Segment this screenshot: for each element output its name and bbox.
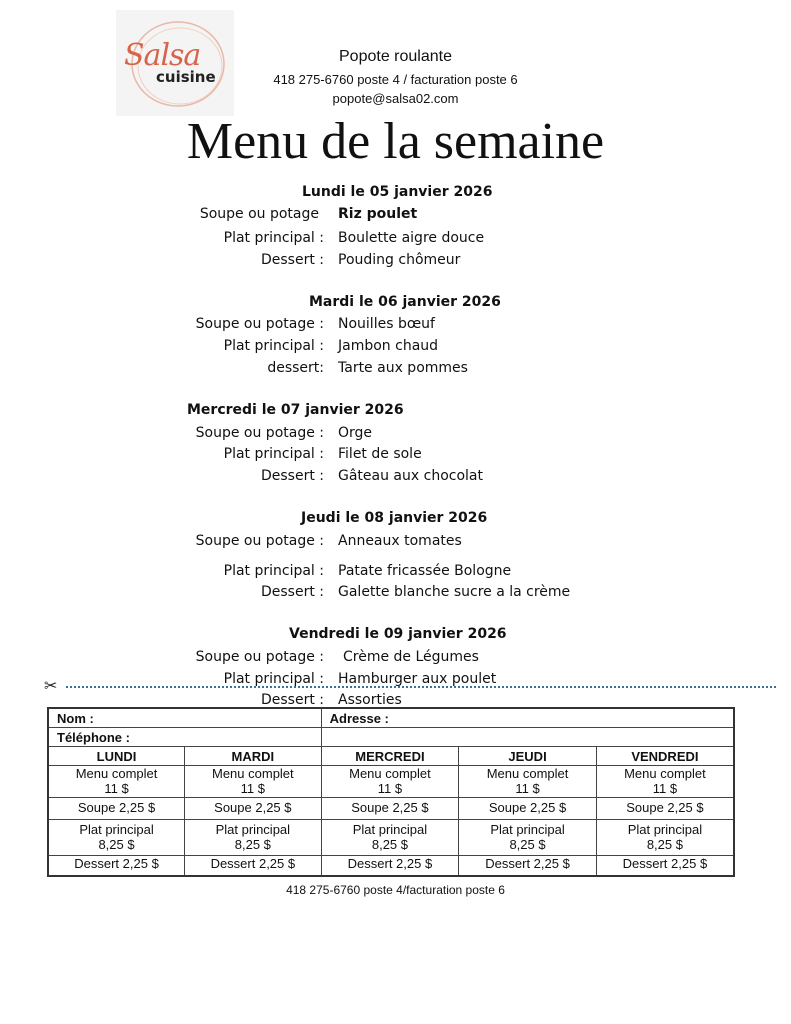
main-value: Filet de sole [338, 446, 422, 462]
soup-label: Soupe ou potage : [195, 316, 324, 332]
main-value: Boulette aigre douce [338, 230, 485, 246]
column-header-jeudi: JEUDI [459, 747, 597, 766]
menu-complet-price: 11 $ [240, 781, 265, 796]
soupe-jeudi[interactable]: Soupe 2,25 $ [459, 798, 597, 820]
menu-complet-price: 11 $ [652, 781, 678, 796]
header-phone: 418 275-6760 poste 4 / facturation poste 6 [273, 72, 518, 87]
soupe-lundi[interactable]: Soupe 2,25 $ [48, 798, 185, 820]
soupe-mardi[interactable]: Soupe 2,25 $ [185, 798, 322, 820]
menu-complet-price: 11 $ [515, 781, 540, 796]
organization-name: Popote roulante [339, 48, 452, 65]
main-label: Plat principal : [223, 338, 324, 354]
main-label: Plat principal : [223, 563, 324, 579]
plat-principal-price: 8,25 $ [371, 837, 409, 852]
plat-principal-mardi[interactable] [185, 820, 322, 856]
dessert-value: Gâteau aux chocolat [338, 468, 483, 484]
logo-cuisine-text: cuisine [156, 68, 216, 86]
plat-principal-label: Plat principal [627, 822, 703, 837]
dessert-value: Pouding chômeur [338, 252, 461, 268]
plat-principal-price: 8,25 $ [646, 837, 683, 852]
dessert-label: Dessert : [260, 468, 324, 484]
column-header-mardi: MARDI [185, 747, 322, 766]
cut-line [66, 686, 776, 688]
soupe-mercredi[interactable]: Soupe 2,25 $ [321, 798, 459, 820]
plat-principal-label: Plat principal [79, 822, 154, 837]
soup-label: Soupe ou potage : [195, 425, 324, 441]
column-header-mercredi: MERCREDI [321, 747, 459, 766]
dessert-value: Galette blanche sucre a la crème [338, 584, 571, 600]
soup-value: Anneaux tomates [338, 533, 462, 549]
dessert-label: Dessert : [260, 252, 324, 268]
main-label: Plat principal : [223, 446, 324, 462]
main-value: Patate fricassée Bologne [338, 563, 512, 579]
dessert-lundi[interactable]: Dessert 2,25 $ [48, 856, 185, 876]
day-title-jeudi: Jeudi le 08 janvier 2026 [301, 510, 488, 526]
nom-label: Nom : [57, 710, 94, 726]
plat-principal-vendredi[interactable] [596, 820, 734, 856]
dessert-label: Dessert : [260, 584, 324, 600]
footer-phone: 418 275-6760 poste 4/facturation poste 6 [286, 883, 505, 897]
main-label: Plat principal : [223, 230, 324, 246]
day-title-lundi: Lundi le 05 janvier 2026 [302, 184, 493, 200]
nom-field[interactable] [48, 708, 321, 728]
header-email: popote@salsa02.com [332, 91, 459, 106]
plat-principal-mercredi[interactable] [321, 820, 459, 856]
soup-value: Crème de Légumes [343, 649, 479, 665]
telephone-label: Téléphone : [57, 729, 130, 745]
menu-complet-label: Menu complet [349, 766, 431, 781]
soup-value: Riz poulet [338, 206, 418, 222]
dessert-label: Dessert : [260, 692, 324, 706]
plat-principal-jeudi[interactable] [459, 820, 597, 856]
dessert-vendredi[interactable]: Dessert 2,25 $ [596, 856, 734, 876]
plat-principal-label: Plat principal [215, 822, 291, 837]
menu-complet-label: Menu complet [75, 766, 158, 781]
menu-complet-mercredi[interactable] [321, 766, 459, 798]
menu-complet-mardi[interactable] [185, 766, 322, 798]
menu-complet-lundi[interactable] [48, 766, 185, 798]
main-value: Jambon chaud [338, 338, 439, 354]
soup-value: Nouilles bœuf [338, 316, 435, 332]
adresse-label: Adresse : [329, 710, 389, 726]
soupe-vendredi[interactable]: Soupe 2,25 $ [596, 798, 734, 820]
dessert-mercredi[interactable]: Dessert 2,25 $ [321, 856, 459, 876]
day-title-mardi: Mardi le 06 janvier 2026 [309, 294, 501, 310]
plat-principal-price: 8,25 $ [98, 837, 135, 852]
telephone-blank[interactable] [321, 728, 734, 747]
plat-principal-price: 8,25 $ [509, 837, 546, 852]
plat-principal-label: Plat principal [490, 822, 565, 837]
menu-complet-price: 11 $ [377, 781, 403, 796]
logo-salsa-text: Salsa [124, 38, 201, 73]
column-header-vendredi: VENDREDI [596, 747, 734, 766]
menu-complet-vendredi[interactable] [596, 766, 734, 798]
menu-complet-label: Menu complet [624, 766, 706, 781]
soup-label: Soupe ou potage : [195, 649, 324, 665]
plat-principal-price: 8,25 $ [234, 837, 271, 852]
plat-principal-lundi[interactable] [48, 820, 185, 856]
main-label: Plat principal : [223, 671, 324, 687]
telephone-field[interactable] [48, 728, 321, 747]
dessert-label: dessert: [267, 360, 324, 376]
day-title-mercredi: Mercredi le 07 janvier 2026 [187, 402, 404, 418]
menu-complet-jeudi[interactable] [459, 766, 597, 798]
day-title-vendredi: Vendredi le 09 janvier 2026 [289, 626, 507, 642]
adresse-field[interactable] [321, 708, 734, 728]
plat-principal-label: Plat principal [352, 822, 428, 837]
menu-complet-label: Menu complet [212, 766, 294, 781]
soup-label: Soupe ou potage : [195, 533, 324, 549]
menu-complet-label: Menu complet [486, 766, 569, 781]
soup-value: Orge [338, 425, 373, 441]
menu-complet-price: 11 $ [104, 781, 129, 796]
soup-label: Soupe ou potage [199, 206, 319, 222]
page-title: Menu de la semaine [186, 113, 605, 170]
dessert-value: Assorties [338, 692, 402, 706]
dessert-jeudi[interactable]: Dessert 2,25 $ [459, 856, 597, 876]
dessert-mardi[interactable]: Dessert 2,25 $ [185, 856, 322, 876]
main-value: Hamburger aux poulet [338, 671, 497, 687]
dessert-value: Tarte aux pommes [338, 360, 468, 376]
column-header-lundi: LUNDI [48, 747, 185, 766]
order-form-table [47, 707, 735, 877]
scissors-icon: ✂ [44, 676, 58, 695]
